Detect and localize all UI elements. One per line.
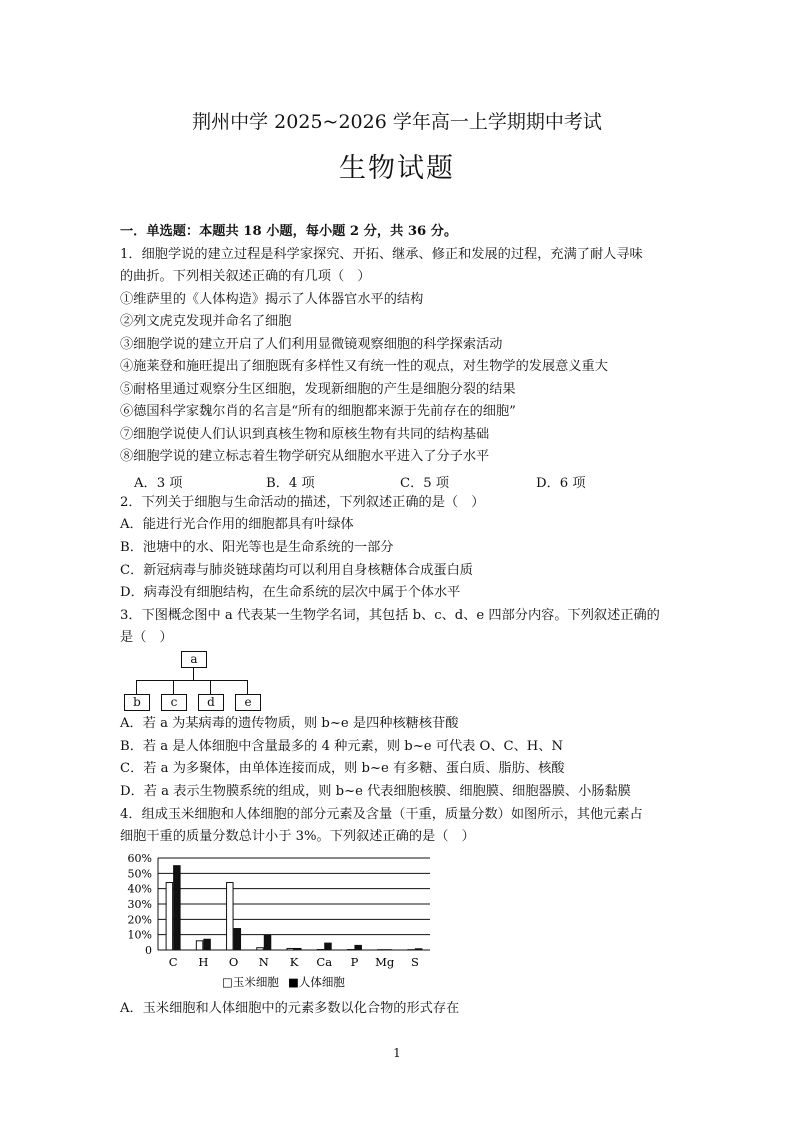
section-heading: 一．单选题：本题共 18 小题，每小题 2 分，共 36 分。 xyxy=(120,224,458,239)
x-tick-label: Ca xyxy=(316,955,333,969)
legend-corn: □玉米细胞 xyxy=(222,975,279,989)
q1-item: ⑤耐格里通过观察分生区细胞，发现新细胞的产生是细胞分裂的结果 xyxy=(120,382,516,397)
q2-option-b[interactable]: B．池塘中的水、阳光等也是生命系统的一部分 xyxy=(120,540,394,555)
subject-title: 生物试题 xyxy=(339,153,455,184)
y-tick-label: 20% xyxy=(127,913,152,927)
diagram-connector xyxy=(247,680,248,694)
bar-corn-K xyxy=(287,948,294,950)
y-tick-label: 10% xyxy=(127,928,152,942)
q1-option-c[interactable]: C．5 项 xyxy=(400,476,450,491)
q1-item: ⑥德国科学家魏尔肖的名言是“所有的细胞都来源于先前存在的细胞” xyxy=(120,404,516,419)
q1-item: ①维萨里的《人体构造》揭示了人体器官水平的结构 xyxy=(120,292,424,307)
diagram-connector xyxy=(136,680,247,681)
x-tick-label: H xyxy=(198,955,209,969)
q4-option-a[interactable]: A．玉米细胞和人体细胞中的元素多数以化合物的形式存在 xyxy=(120,1001,460,1016)
y-tick-label: 40% xyxy=(127,882,152,896)
q2-option-d[interactable]: D．病毒没有细胞结构，在生命系统的层次中属于个体水平 xyxy=(120,585,461,600)
q4-stem-line1: 4．组成玉米细胞和人体细胞的部分元素及含量（干重，质量分数）如图所示，其他元素占 xyxy=(120,807,643,822)
q3-stem-line1: 3．下图概念图中 a 代表某一生物学名词，其包括 b、c、d、e 四部分内容。下列叙述正确的 xyxy=(120,608,660,623)
x-tick-label: C xyxy=(168,955,178,969)
q1-stem-line2: 的曲折。下列相关叙述正确的有几项（ ） xyxy=(120,269,371,284)
x-tick-label: S xyxy=(410,955,419,969)
x-tick-label: Mg xyxy=(375,955,395,969)
q1-item: ⑦细胞学说使人们认识到真核生物和原核生物有共同的结构基础 xyxy=(120,427,490,442)
bar-human-O xyxy=(234,929,241,950)
q2-option-a[interactable]: A．能进行光合作用的细胞都具有叶绿体 xyxy=(120,517,354,532)
q3-option-c[interactable]: C．若 a 为多聚体，由单体连接而成，则 b~e 有多糖、蛋白质、脂肪、核酸 xyxy=(120,761,565,776)
q1-item: ②列文虎克发现并命名了细胞 xyxy=(120,314,292,329)
diagram-connector xyxy=(173,680,174,694)
bar-human-P xyxy=(355,945,362,950)
diagram-connector xyxy=(193,667,194,680)
q4-stem-line2: 细胞干重的质量分数总计小于 3%。下列叙述正确的是（ ） xyxy=(120,829,475,844)
y-tick-label: 50% xyxy=(127,867,152,881)
bar-human-H xyxy=(204,939,211,950)
q1-option-d[interactable]: D．6 项 xyxy=(536,476,586,491)
x-tick-label: K xyxy=(289,955,299,969)
bar-corn-H xyxy=(196,941,203,950)
y-tick-label: 30% xyxy=(127,898,152,911)
q3-option-d[interactable]: D．若 a 表示生物膜系统的组成，则 b~e 代表细胞核膜、细胞膜、细胞器膜、小肠黏膜 xyxy=(120,784,631,799)
q3-option-a[interactable]: A．若 a 为某病毒的遗传物质，则 b~e 是四种核糖核苷酸 xyxy=(120,716,459,731)
exam-title: 荆州中学 2025~2026 学年高一上学期期中考试 xyxy=(192,111,602,133)
x-tick-label: P xyxy=(350,955,359,969)
bar-corn-C xyxy=(166,883,173,950)
bar-human-S xyxy=(415,949,422,950)
diagram-node-child: d xyxy=(198,694,224,711)
x-tick-label: O xyxy=(228,955,239,969)
bar-human-K xyxy=(295,948,302,950)
bar-human-C xyxy=(174,866,181,950)
legend-human: ■人体细胞 xyxy=(288,975,345,989)
bar-corn-N xyxy=(257,948,264,950)
bar-human-N xyxy=(264,935,271,950)
q3-stem-line2: 是（ ） xyxy=(120,630,173,645)
x-tick-label: N xyxy=(258,955,269,969)
diagram-node-child: b xyxy=(124,694,150,711)
diagram-node-root: a xyxy=(181,651,207,668)
diagram-node-child: e xyxy=(235,694,261,711)
bar-human-Ca xyxy=(325,943,332,950)
y-tick-label: 0 xyxy=(145,944,152,957)
q1-stem-line1: 1．细胞学说的建立过程是科学家探究、开拓、继承、修正和发展的过程，充满了耐人寻味 xyxy=(120,247,643,262)
q2-stem: 2．下列关于细胞与生命活动的描述，下列叙述正确的是（ ） xyxy=(120,495,485,510)
diagram-connector xyxy=(136,680,137,694)
q1-option-a[interactable]: A．3 项 xyxy=(134,476,183,491)
diagram-node-child: c xyxy=(161,694,187,711)
q1-item: ④施莱登和施旺提出了细胞既有多样性又有统一性的观点，对生物学的发展意义重大 xyxy=(120,359,608,374)
q1-item: ⑧细胞学说的建立标志着生物学研究从细胞水平进入了分子水平 xyxy=(120,449,490,464)
element-content-chart xyxy=(118,848,448,994)
q3-option-b[interactable]: B．若 a 是人体细胞中含量最多的 4 种元素，则 b~e 可代表 O、C、H、N xyxy=(120,739,564,754)
q1-option-b[interactable]: B．4 项 xyxy=(266,476,315,491)
y-tick-label: 60% xyxy=(127,852,152,865)
q2-option-c[interactable]: C．新冠病毒与肺炎链球菌均可以利用自身核糖体合成蛋白质 xyxy=(120,563,473,578)
q1-item: ③细胞学说的建立开启了人们利用显微镜观察细胞的科学探索活动 xyxy=(120,337,503,352)
diagram-connector xyxy=(210,680,211,694)
page-number: 1 xyxy=(393,1046,401,1060)
bar-corn-O xyxy=(227,883,234,950)
